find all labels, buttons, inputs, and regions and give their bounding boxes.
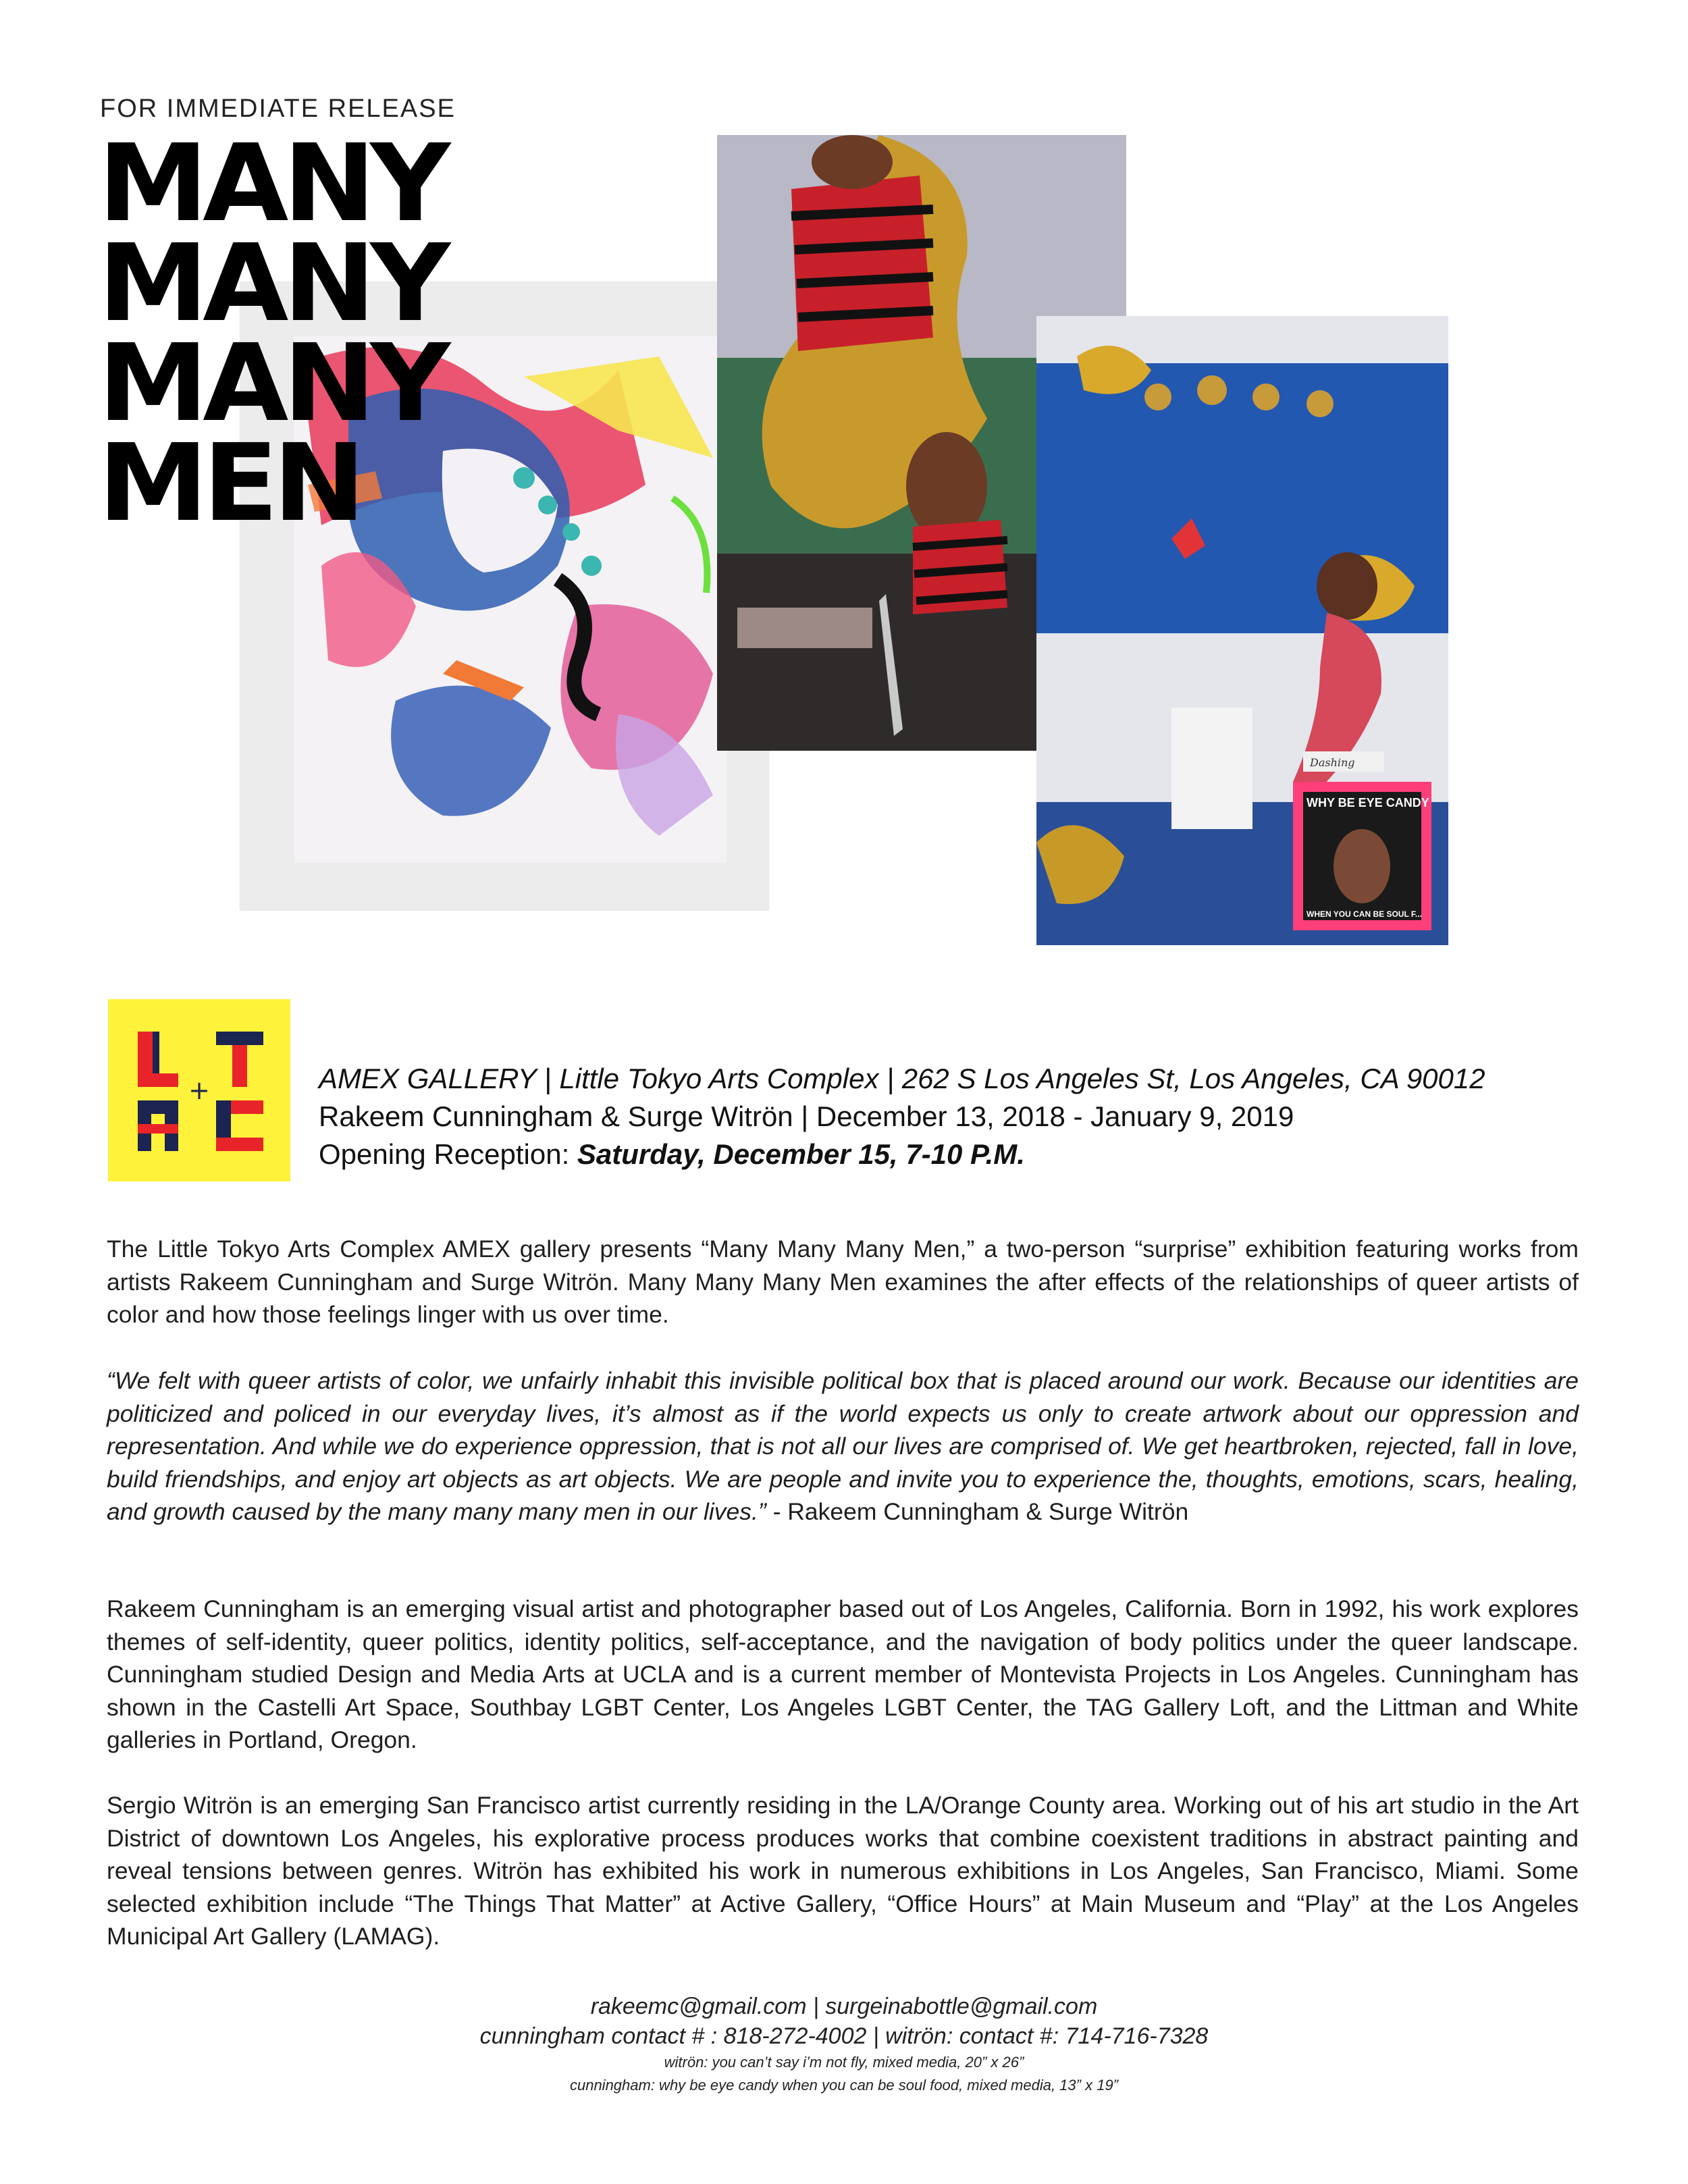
reception-label: Opening Reception: <box>319 1138 577 1170</box>
title-line: MANY <box>98 221 445 346</box>
logo-plus: + <box>188 1075 210 1105</box>
quote-attribution: - Rakeem Cunningham & Surge Witrön <box>766 1498 1189 1525</box>
release-line: FOR IMMEDIATE RELEASE <box>100 95 456 123</box>
exhibition-info <box>319 1060 1485 1173</box>
reception-line <box>319 1136 1485 1173</box>
venue-line: AMEX GALLERY | Little Tokyo Arts Complex | 262 S Los Angeles St, Los Angeles, CA 90012 <box>319 1063 1485 1094</box>
exhibition-title <box>98 122 491 545</box>
artwork-photo-collage-right <box>1036 316 1448 945</box>
cunningham-bio: Rakeem Cunningham is an emerging visual artist and photographer based out of Los Angeles, California. Born in 1992, his work explores themes of self-identity, queer politics, identity politics, self-acceptance, and the navigation of body politics under the queer landscape. Cunningham studied Design and Media Arts at UCLA and is a current member of Montevista Projects in Los Angeles. Cunningham has shown in the Castelli Art Space, Southbay LGBT Center, Los Angeles LGBT Center, the TAG Gallery Loft, and the Littman and White galleries in Portland, Oregon. <box>107 1595 1579 1753</box>
witron-bio: Sergio Witrön is an emerging San Francisco artist currently residing in the LA/Orange County area. Working out of his art studio in the Art District of downtown Los Angeles, his explorative process produces works that combine coexistent traditions in abstract painting and reveal tensions between genres. Witrön has exhibited his work in numerous exhibitions in Los Angeles, San Francisco, Miami. Some selected exhibition include “The Things That Matter” at Active Gallery, “Office Hours” at Main Museum and “Play” at the Los Angeles Municipal Art Gallery (LAMAG). <box>107 1792 1579 1950</box>
contact-emails: rakeemc@gmail.com | surgeinabottle@gmail.com <box>590 1994 1098 2019</box>
title-line: MEN <box>98 421 361 545</box>
contact-block <box>0 1992 1688 2097</box>
reception-time: Saturday, December 15, 7-10 P.M. <box>577 1138 1025 1170</box>
ltac-logo <box>108 999 290 1181</box>
artwork-caption: cunningham: why be eye candy when you can be soul food, mixed media, 13” x 19” <box>569 2077 1119 2094</box>
poster-headline: WHY BE EYE CANDY <box>1307 796 1429 809</box>
intro-paragraph: The Little Tokyo Arts Complex AMEX gallery presents “Many Many Many Men,” a two-person “surprise” exhibition featuring works from artists Rakeem Cunningham and Surge Witrön. Many Many Many Men examines the after effects of the relationships of queer artists of color and how those feelings linger with us over time. <box>107 1235 1579 1328</box>
title-line: MANY <box>98 321 445 446</box>
artist-quote-paragraph <box>107 1364 1579 1528</box>
artist-quote: “We felt with queer artists of color, we unfairly inhabit this invisible political box that is placed around our work. Because our identities are politicized and policed in our everyday lives, it’s almost as if the world expects us only to create artwork about our oppression and representation. And while we do experience oppression, that is not all our lives are comprised of. We get heartbroken, rejected, fall in love, build friendships, and enjoy art objects as art objects. We are people and invite you to experience the, thoughts, emotions, scars, healing, and growth caused by the many many many men in our lives.” <box>107 1367 1579 1525</box>
artists-dates-line: Rakeem Cunningham & Surge Witrön | December 13, 2018 - January 9, 2019 <box>319 1100 1294 1132</box>
title-line: MANY <box>98 122 445 246</box>
contact-phones: cunningham contact # : 818-272-4002 | witrön: contact #: 714-716-7328 <box>479 2023 1209 2049</box>
artwork-caption: witrön: you can’t say i’m not fly, mixed media, 20” x 26” <box>664 2054 1024 2071</box>
poster-sign-text: Dashing <box>1310 756 1355 769</box>
poster-subline: WHEN YOU CAN BE SOUL F... <box>1307 909 1422 919</box>
